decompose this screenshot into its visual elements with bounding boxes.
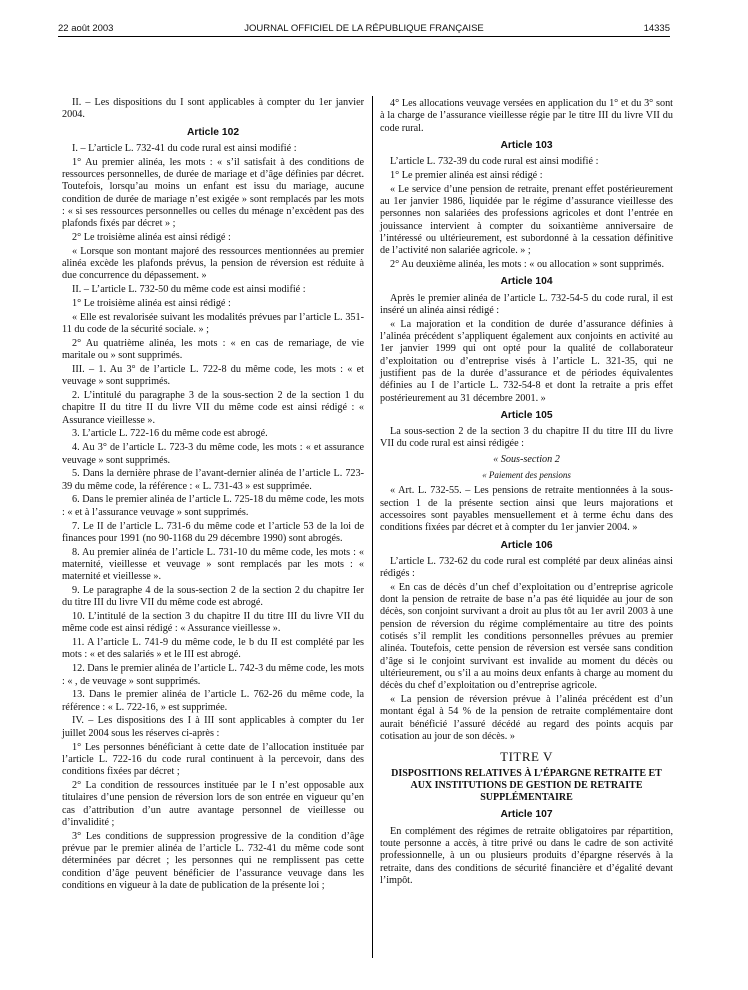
paragraph: « Elle est revalorisée suivant les modalités prévues par l’article L. 351-11 du code de la sécurité sociale. » ; xyxy=(62,311,364,336)
paragraph: IV. – Les dispositions des I à III sont applicables à compter du 1er juillet 2004 sous les réserves ci-après : xyxy=(62,715,364,739)
title-heading: TITRE V xyxy=(500,749,553,765)
paragraph: 8. Au premier alinéa de l’article L. 731-10 du même code, les mots : « maternité, vieillesse et veuvage » sont remplacés par les mots : « maternité et vieillesse ». xyxy=(62,546,364,583)
paragraph: L’article L. 732-62 du code rural est complété par deux alinéas ainsi rédigés : xyxy=(380,555,673,580)
paragraph: I. – L’article L. 732-41 du code rural est ainsi modifié : xyxy=(72,142,297,154)
header-date: 22 août 2003 xyxy=(58,23,114,34)
paragraph: 12. Dans le premier alinéa de l’article L. 742-3 du même code, les mots : « , de veuvage » sont supprimés. xyxy=(62,663,364,687)
article-heading: Article 102 xyxy=(186,126,240,138)
subsection-title: « Sous-section 2 xyxy=(493,453,560,465)
paragraph: 1° Les personnes bénéficiant à cette date de l’allocation instituée par l’article L. 722-16 du code rural continuent à la percevoir, dans des conditions fixées par décret ; xyxy=(62,741,364,778)
subsection-subtitle: « Paiement des pensions xyxy=(482,470,571,481)
title-subheading: DISPOSITIONS RELATIVES À L’ÉPARGNE RETRAITE ET AUX INSTITUTIONS DE GESTION DE RETRAITE SUPPLÉMENTAIRE xyxy=(391,767,662,804)
paragraph: 2° Au deuxième alinéa, les mots : « ou allocation » sont supprimés. xyxy=(390,259,664,271)
paragraph: 1° Au premier alinéa, les mots : « s’il satisfait à des conditions de ressources personnelles, de durée de mariage et d’âge définies par décret. Toutefois, lorsqu’au moins un enfant est issu du mariage, aucune condition de durée de mariage n’est exigée » sont remplacés par les mots : « si ses ressources personnelles ou celles du ménage n’excèdent pas des plafonds fixés par décret » ; xyxy=(62,156,364,230)
left-column xyxy=(62,97,364,894)
right-column xyxy=(380,98,673,889)
paragraph: 4. Au 3° de l’article L. 723-3 du même code, les mots : « et assurance veuvage » sont supprimés. xyxy=(62,442,364,466)
article-heading: Article 106 xyxy=(500,539,553,551)
paragraph: « En cas de décès d’un chef d’exploitation ou d’entreprise agricole dont la pension de retraite de base n’a pas été liquidée au jour de son décès, son conjoint survivant a droit au plus tôt au 1er avril 2003 à une pension de réversion du régime complémentaire au titre des points cotisés s’il remplit les conditions personnelles prévues au premier alinéa. Toutefois, cette pension de réversion est versée sans condition d’âge si le conjoint survivant est invalide au moment du décès ou ultérieurement, ou s’il a au moins deux enfants à charge au moment du décès du chef d’exploitation ou d’entreprise agricole. xyxy=(380,581,673,692)
paragraph: 3° Les conditions de suppression progressive de la condition d’âge prévue par le premier alinéa de l’article L. 732-41 du même code sont déterminées par décret ; les personnes qui ne remplissent pas cette condition d’âge peuvent bénéficier de l’assurance veuvage dans les conditions en vigueur à la date de publication de la présente loi ; xyxy=(62,830,364,891)
paragraph: L’article L. 732-39 du code rural est ainsi modifié : xyxy=(390,156,599,168)
article-heading: Article 105 xyxy=(500,409,553,421)
paragraph: « La pension de réversion prévue à l’alinéa précédent est d’un montant égal à 54 % de la pension de retraite complémentaire dont aurait bénéficié l’assuré décédé au regard des points acquis par cotisation au jour de son décès. » xyxy=(380,694,673,742)
paragraph: Après le premier alinéa de l’article L. 732-54-5 du code rural, il est inséré un alinéa ainsi rédigé : xyxy=(380,292,673,316)
paragraph: 4° Les allocations veuvage versées en application du 1° et du 3° sont à la charge de l’assurance vieillesse régie par le titre III du livre VII du code rural. xyxy=(380,98,673,134)
paragraph: III. – 1. Au 3° de l’article L. 722-8 du même code, les mots : « et veuvage » sont supprimés. xyxy=(62,363,364,388)
paragraph: 1° Le troisième alinéa est ainsi rédigé : xyxy=(72,297,231,309)
paragraph: 2. L’intitulé du paragraphe 3 de la sous-section 2 de la section 1 du chapitre II du titre II du livre VII du même code est ainsi rédigé : « Assurance vieillesse ». xyxy=(62,390,364,426)
paragraph: 1° Le premier alinéa est ainsi rédigé : xyxy=(390,169,543,181)
paragraph: 5. Dans la dernière phrase de l’avant-dernier alinéa de l’article L. 723-39 du même code, la référence : « L. 731-43 » est supprimée. xyxy=(62,468,364,492)
paragraph: « Le service d’une pension de retraite, prenant effet postérieurement au 1er janvier 1986, liquidée par le régime d’assurance vieillesse des personnes non salariées des professions agricoles et dont l’entrée en jouissance intervient à compter du soixantième anniversaire de l’intéressé ou ultérieurement, est subordonné à la cessation définitive de l’activité non salariée agricole. » ; xyxy=(380,183,673,257)
journal-title: JOURNAL OFFICIEL DE LA RÉPUBLIQUE FRANÇAISE xyxy=(244,23,484,34)
paragraph: « La majoration et la condition de durée d’assurance définies à l’alinéa précédent s’appliquent également aux conjoints en activité au 1er janvier 1999 qui ont opté pour la qualité de collaborateur d’exploitation ou d’entreprise visés à l’article L. 321-35, qui ne justifient pas de la durée d’assurance et de périodes équivalentes définies au I de l’article L. 732-54-8 et dont la retraite a pris effet postérieurement au 31 décembre 2001. » xyxy=(380,318,673,404)
paragraph: 3. L’article L. 722-16 du même code est abrogé. xyxy=(72,428,268,440)
column-divider xyxy=(372,96,373,958)
paragraph: 2° La condition de ressources instituée par le I n’est opposable aux titulaires d’une pension de réversion lors de son entrée en vigueur qu’en cas d’attribution d’un autre avantage personnel de vieillesse ou d’invalidité ; xyxy=(62,779,364,828)
paragraph: 2° Au quatrième alinéa, les mots : « en cas de remariage, de vie maritale ou » sont supprimés. xyxy=(62,337,364,362)
paragraph: II. – L’article L. 732-50 du même code est ainsi modifié : xyxy=(72,284,306,296)
paragraph: 10. L’intitulé de la section 3 du chapitre II du titre III du livre VII du même code est ainsi rédigé : « Assurance vieillesse ». xyxy=(62,611,364,635)
paragraph: II. – Les dispositions du I sont applicables à compter du 1er janvier 2004. xyxy=(62,97,364,121)
paragraph: 13. Dans le premier alinéa de l’article L. 762-26 du même code, la référence : « L. 722-16, » est supprimée. xyxy=(62,689,364,713)
paragraph: 6. Dans le premier alinéa de l’article L. 725-18 du même code, les mots : « et à l’assurance veuvage » sont supprimés. xyxy=(62,494,364,518)
page-header xyxy=(58,20,670,37)
article-heading: Article 103 xyxy=(500,139,553,151)
paragraph: 9. Le paragraphe 4 de la sous-section 2 de la section 2 du chapitre Ier du titre III du livre VII du même code est abrogé. xyxy=(62,584,364,609)
paragraph: La sous-section 2 de la section 3 du chapitre II du titre III du livre VII du code rural est ainsi rédigée : xyxy=(380,426,673,450)
paragraph: 11. A l’article L. 741-9 du même code, le b du II est complété par les mots : « et des salariés » et le III est abrogé. xyxy=(62,637,364,661)
page-number: 14335 xyxy=(643,23,670,34)
paragraph: « Lorsque son montant majoré des ressources mentionnées au premier alinéa excède les plafonds prévus, la pension de réversion est réduite à due concurrence du dépassement. » xyxy=(62,245,364,282)
paragraph: « Art. L. 732-55. – Les pensions de retraite mentionnées à la sous-section 1 de la présente section ainsi que leurs majorations et accessoires sont payables mensuellement et à terme échu dans des conditions fixées par décret et à compter du 1er janvier 2004. » xyxy=(380,485,673,534)
paragraph: En complément des régimes de retraite obligatoires par répartition, toute personne a accès, à titre privé ou dans le cadre de son activité professionnelle, à un ou plusieurs produits d’épargne réservés à la retraite, dans des conditions de sécurité financière et d’égalité devant l’impôt. xyxy=(380,825,673,886)
article-heading: Article 107 xyxy=(500,809,553,821)
paragraph: 2° Le troisième alinéa est ainsi rédigé : xyxy=(72,231,231,243)
article-heading: Article 104 xyxy=(500,276,553,288)
paragraph: 7. Le II de l’article L. 731-6 du même code et l’article 53 de la loi de finances pour 1991 (no 90-1168 du 29 décembre 1990) sont abrogés. xyxy=(62,520,364,544)
